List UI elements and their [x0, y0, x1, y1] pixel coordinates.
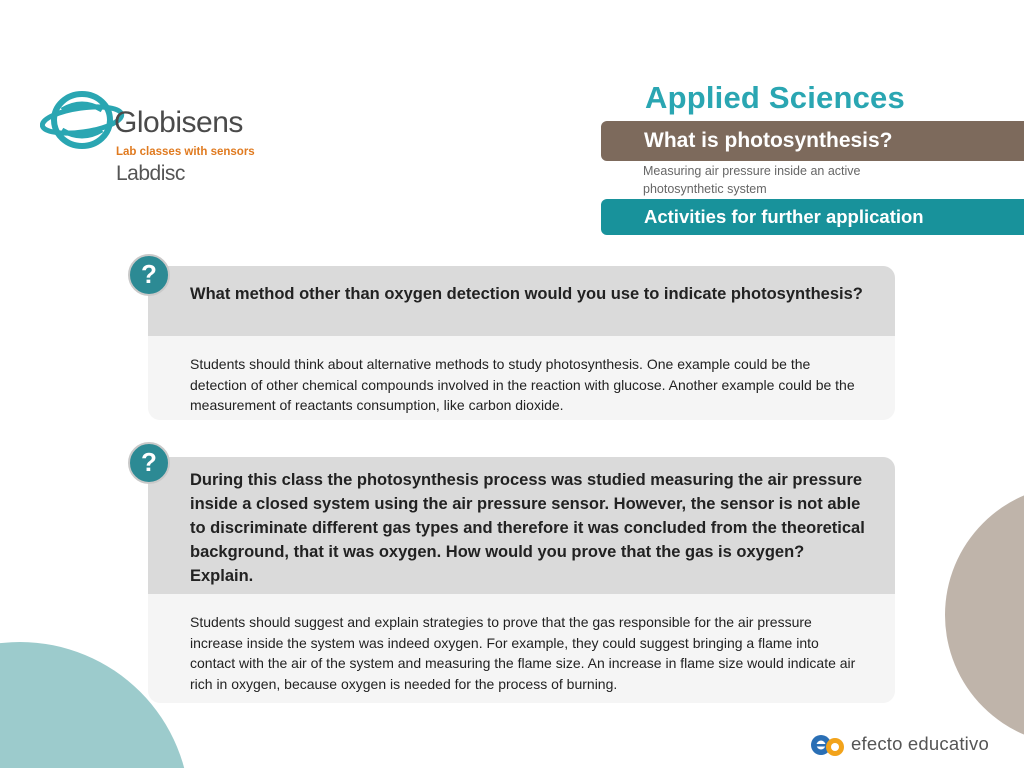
page-title: What is photosynthesis?	[644, 129, 893, 152]
logo-product-name: Labdisc	[116, 162, 185, 185]
title-bar	[601, 121, 1024, 161]
question-mark-icon: ?	[128, 254, 170, 296]
brand-title: Applied Sciences	[645, 80, 905, 115]
decorative-taupe-circle	[945, 485, 1024, 745]
section-title: Activities for further application	[644, 206, 924, 227]
question-card	[148, 457, 895, 703]
globisens-logo	[40, 84, 280, 194]
page-subtitle: Measuring air pressure inside an active photosynthetic system	[643, 164, 861, 196]
efecto-educativo-logo	[810, 730, 1010, 760]
logo-tagline: Lab classes with sensors	[116, 146, 255, 158]
question-mark-icon: ?	[128, 442, 170, 484]
efecto-educativo-logo-icon	[810, 730, 846, 758]
question-card	[148, 266, 895, 420]
footer-brand-text: efecto educativo	[851, 733, 989, 754]
answer-text: Students should think about alternative methods to study photosynthesis. One example could be the detection of other chemical compounds involved in the reaction with glucose. Another example could be the measurement of reactants consumption, like carbon dioxide.	[190, 356, 855, 413]
question-text: During this class the photosynthesis process was studied measuring the air pressure inside a closed system using the air pressure sensor. However, the sensor is not able to discriminate different gas types and therefore it was concluded from the theoretical background, that it was oxygen. How would you prove that the gas is oxygen? Explain.	[148, 457, 895, 594]
section-bar	[601, 199, 1024, 235]
question-text: What method other than oxygen detection would you use to indicate photosynthesis?	[148, 266, 895, 336]
answer-text: Students should suggest and explain strategies to prove that the gas responsible for the air pressure increase inside the system was indeed oxygen. For example, they could suggest bringing a flame into contact with the air of the system and measuring the flame size. An increase in flame size would indicate air rich in oxygen, because oxygen is needed for the process of burning.	[190, 614, 856, 692]
logo-wordmark: Globisens	[114, 106, 243, 139]
